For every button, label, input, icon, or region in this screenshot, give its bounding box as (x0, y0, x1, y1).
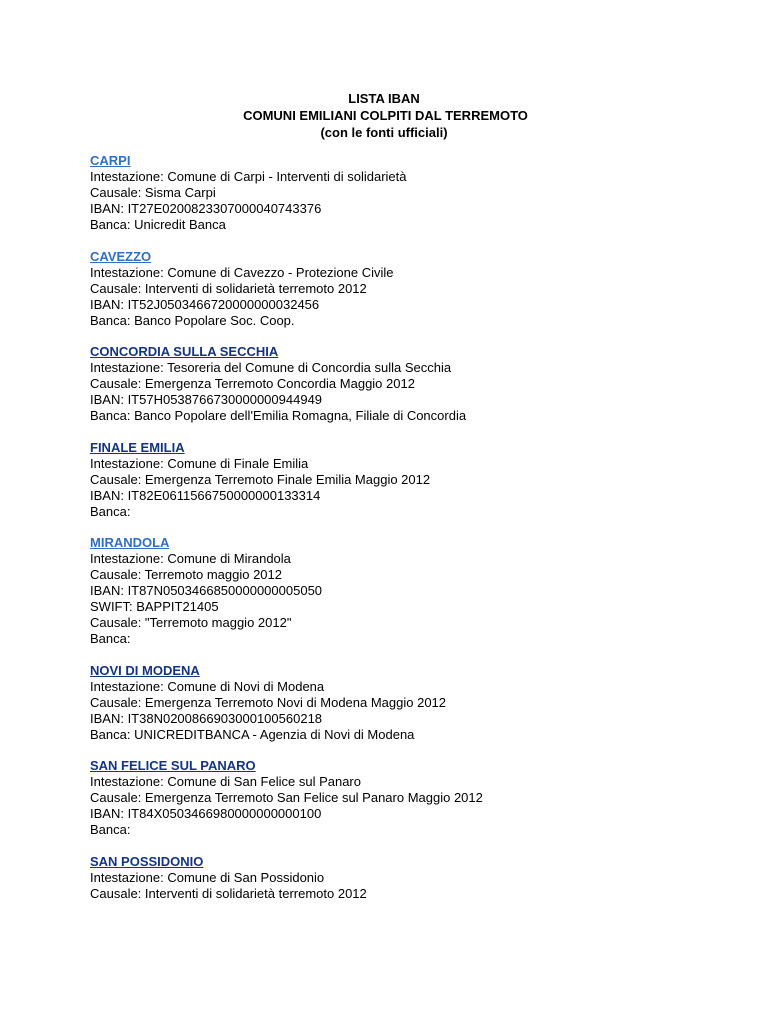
entry-detail-line: IBAN: IT38N0200866903000100560218 (90, 710, 323, 726)
municipality-entry (90, 535, 730, 647)
document-subtitle: COMUNI EMILIANI COLPITI DAL TERREMOTO (243, 108, 528, 123)
document-title: LISTA IBAN (348, 91, 420, 106)
entry-detail-line: Causale: Emergenza Terremoto Novi di Modena Maggio 2012 (90, 694, 447, 710)
municipality-link[interactable]: MIRANDOLA (90, 535, 170, 550)
entry-detail-line: SWIFT: BAPPIT21405 (90, 599, 219, 614)
entry-detail-line: Banca: (90, 503, 131, 519)
municipality-entry (90, 344, 730, 424)
entry-detail-line: Causale: Interventi di solidarietà terremoto 2012 (90, 885, 367, 901)
entry-detail-line: Banca: (90, 631, 131, 646)
entry-detail-line: Banca: Banco Popolare Soc. Coop. (90, 312, 295, 328)
entry-detail-line: Intestazione: Comune di Mirandola (90, 551, 291, 566)
entry-detail-line: Banca: Unicredit Banca (90, 217, 226, 232)
entry-detail-line: IBAN: IT82E0611566750000000133314 (90, 487, 321, 503)
entry-detail-line: Intestazione: Comune di Cavezzo - Protezione Civile (90, 264, 394, 280)
entry-detail-line: Causale: Sisma Carpi (90, 185, 216, 200)
municipality-link[interactable]: FINALE EMILIA (90, 439, 185, 455)
entry-detail-line: Causale: Interventi di solidarietà terremoto 2012 (90, 280, 367, 296)
municipality-entry (90, 663, 730, 743)
municipality-entry (90, 854, 730, 902)
entry-detail-line: Intestazione: Comune di San Possidonio (90, 869, 325, 885)
entry-detail-line: IBAN: IT87N0503466850000000005050 (90, 583, 323, 598)
document-header (0, 90, 768, 141)
municipality-link[interactable]: CARPI (90, 153, 131, 168)
entry-detail-line: IBAN: IT27E0200823307000040743376 (90, 201, 322, 216)
entry-detail-line: Intestazione: Comune di Novi di Modena (90, 678, 325, 694)
municipality-link[interactable]: SAN FELICE SUL PANARO (90, 758, 256, 773)
municipality-link[interactable]: CONCORDIA SULLA SECCHIA (90, 344, 279, 359)
municipality-entry (90, 249, 730, 329)
entry-detail-line: Causale: Emergenza Terremoto San Felice sul Panaro Maggio 2012 (90, 790, 483, 805)
municipality-link[interactable]: SAN POSSIDONIO (90, 853, 204, 869)
entry-detail-line: Causale: Emergenza Terremoto Concordia Maggio 2012 (90, 376, 415, 391)
municipality-link[interactable]: CAVEZZO (90, 248, 152, 264)
entry-detail-line: Intestazione: Comune di Finale Emilia (90, 455, 309, 471)
iban-list (90, 153, 730, 917)
entry-detail-line: Intestazione: Tesoreria del Comune di Concordia sulla Secchia (90, 360, 452, 375)
municipality-entry (90, 153, 730, 233)
municipality-link[interactable]: NOVI DI MODENA (90, 662, 200, 678)
entry-detail-line: Causale: Terremoto maggio 2012 (90, 567, 282, 582)
entry-detail-line: IBAN: IT84X0503466980000000000100 (90, 806, 322, 821)
entry-detail-line: IBAN: IT57H0538766730000000944949 (90, 392, 323, 407)
entry-detail-line: Causale: "Terremoto maggio 2012" (90, 615, 292, 630)
entry-detail-line: IBAN: IT52J0503466720000000032456 (90, 296, 320, 312)
entry-detail-line: Causale: Emergenza Terremoto Finale Emilia Maggio 2012 (90, 471, 431, 487)
entry-detail-line: Intestazione: Comune di San Felice sul Panaro (90, 774, 361, 789)
municipality-entry (90, 758, 730, 838)
entry-detail-line: Banca: (90, 822, 131, 837)
entry-detail-line: Banca: Banco Popolare dell'Emilia Romagna, Filiale di Concordia (90, 408, 467, 423)
document-sources-note: (con le fonti ufficiali) (320, 125, 448, 140)
entry-detail-line: Intestazione: Comune di Carpi - Interventi di solidarietà (90, 169, 407, 184)
entry-detail-line: Banca: UNICREDITBANCA - Agenzia di Novi di Modena (90, 726, 415, 742)
municipality-entry (90, 440, 730, 520)
